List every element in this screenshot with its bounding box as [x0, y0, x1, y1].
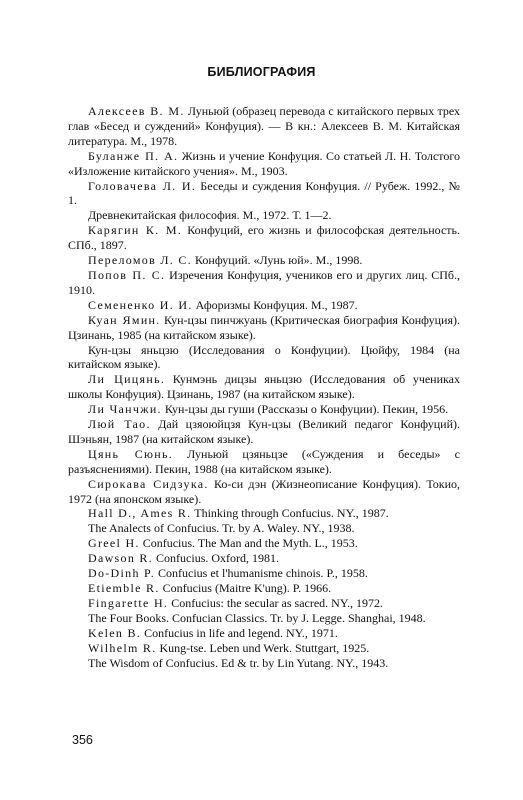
entry-author: Куан Ямин.	[88, 312, 161, 327]
entry-text: Confucius (Maitre K'ung). P. 1966.	[159, 581, 332, 595]
bibliography-entry	[68, 566, 460, 581]
entry-author: Буланже П. А.	[88, 148, 179, 163]
bibliography-entry	[68, 447, 460, 477]
entry-author: Переломов Л. С.	[88, 253, 192, 268]
bibliography-entry	[68, 372, 460, 402]
entry-author: Wilhelm R.	[88, 640, 157, 655]
bibliography-entry	[68, 656, 460, 671]
bibliography-entry	[68, 641, 460, 656]
entry-author: Алексеев В. М.	[88, 104, 185, 118]
entry-author: Fingarette H.	[88, 595, 169, 610]
entry-text: Кун-цзы пинчжуань (Критическая биография Конфуция). Цзинань, 1985 (на китайском языке).	[68, 312, 460, 342]
bibliography-entry	[68, 506, 460, 521]
entry-author: Попов П. С.	[88, 267, 166, 282]
entry-text: Жизнь и учение Конфуция. Со статьей Л. Н. Толстого «Изложение китайского учения». М., 1903.	[68, 148, 460, 178]
entry-text: Кун-цзы яньцзю (Исследования о Конфуции). Цюйфу, 1984 (на китайском языке).	[68, 342, 460, 372]
entry-text: Древнекитайская философия. М., 1972. Т. 1—2.	[88, 208, 332, 223]
page-title: БИБЛИОГРАФИЯ	[207, 65, 316, 79]
bibliography-entry	[68, 104, 460, 149]
bibliography-entry	[68, 179, 460, 209]
entry-text: Кун-цзы ды гуши (Рассказы о Конфуции). Пекин, 1956.	[161, 402, 449, 417]
entry-text: Confucius et l'humanisme chinois. P., 1958.	[155, 566, 368, 581]
entry-text: Луньюй цзяньцзе («Суждения и беседы» с разъяснениями). Пекин, 1988 (на китайском языке).	[68, 446, 460, 476]
bibliography-entry	[68, 253, 460, 268]
bibliography-entry	[68, 149, 460, 179]
entry-text: Ко-си дэн (Жизнеописание Конфуция). Токио, 1972 (на японском языке).	[68, 476, 460, 506]
entry-author: Greel H.	[88, 536, 140, 551]
bibliography-entry	[68, 268, 460, 298]
bibliography-entry	[68, 477, 460, 507]
bibliography-entry	[68, 581, 460, 596]
bibliography-entry	[68, 417, 460, 447]
entry-text: Confucius in life and legend. NY., 1971.	[141, 625, 338, 640]
entry-text: The Four Books. Confucian Classics. Tr. by J. Legge. Shanghai, 1948.	[88, 610, 426, 625]
entry-author: Etiemble R.	[88, 581, 160, 595]
bibliography-entry	[68, 208, 460, 223]
bibliography-entry	[68, 551, 460, 566]
bibliography-entry	[68, 402, 460, 417]
entry-author: Семененко И. И.	[88, 297, 193, 312]
entry-text: Беседы и суждения Конфуция. // Рубеж. 1992., № 1.	[68, 178, 460, 208]
bibliography-list	[68, 104, 460, 670]
bibliography-entry	[68, 626, 460, 641]
entry-text: The Wisdom of Confucius. Ed & tr. by Lin Yutang. NY., 1943.	[88, 655, 389, 670]
entry-author: Головачева Л. И.	[88, 178, 197, 193]
bibliography-entry	[68, 223, 460, 253]
entry-text: Thinking through Confucius. NY., 1987.	[191, 506, 389, 521]
bibliography-entry	[68, 611, 460, 626]
entry-author: Цянь Сюнь.	[88, 446, 174, 461]
entry-text: Confucius: the secular as sacred. NY., 1972.	[168, 595, 383, 610]
page-number: 356	[72, 733, 93, 747]
entry-text: Kung-tse. Leben und Werk. Stuttgart, 1925.	[156, 640, 370, 655]
entry-author: Hall D., Ames R.	[88, 506, 192, 521]
entry-text: Confucius. The Man and the Myth. L., 1953.	[139, 536, 358, 551]
entry-author: Kelen B.	[88, 625, 142, 640]
entry-text: Афоризмы Конфуция. М., 1987.	[192, 297, 358, 312]
entry-text: Конфуций. «Лунь юй». М., 1998.	[191, 253, 363, 268]
entry-text: Конфуций, его жизнь и философская деятельность. СПб., 1897.	[68, 223, 460, 253]
entry-text: Confucius. Oxford, 1981.	[153, 551, 280, 566]
entry-text: The Analects of Confucius. Tr. by A. Waley. NY., 1938.	[88, 521, 355, 536]
entry-author: Люй Тао.	[88, 417, 151, 432]
bibliography-entry	[68, 298, 460, 313]
entry-author: Карягин К. М.	[88, 223, 183, 238]
entry-author: Ли Цицянь.	[88, 372, 166, 387]
bibliography-entry	[68, 536, 460, 551]
bibliography-entry	[68, 343, 460, 373]
bibliography-entry	[68, 521, 460, 536]
entry-author: Dawson R.	[88, 551, 154, 566]
entry-text: Луньюй (образец перевода с китайского первых трех глав «Бесед и суждений» Конфуция). — В кн.: Алексеев В. М. Китайская литература. М., 1978.	[68, 104, 460, 148]
bibliography-entry	[68, 313, 460, 343]
entry-text: Кунмэнь дицзы яньцзю (Исследования об учениках школы Конфуция). Цзинань, 1987 (на китайском языке).	[68, 372, 461, 402]
entry-author: Do-Dinh P.	[88, 566, 156, 581]
bibliography-entry	[68, 596, 460, 611]
entry-author: Ли Чанчжи.	[88, 402, 162, 417]
entry-text: Дай цзяоюйцзя Кун-цзы (Великий педагог Конфуций). Шэньян, 1987 (на китайском языке).	[68, 417, 460, 446]
entry-text: Изречения Конфуция, учеников его и других лиц. СПб., 1910.	[68, 267, 460, 297]
entry-author: Сирокава Сидзука.	[88, 476, 209, 491]
